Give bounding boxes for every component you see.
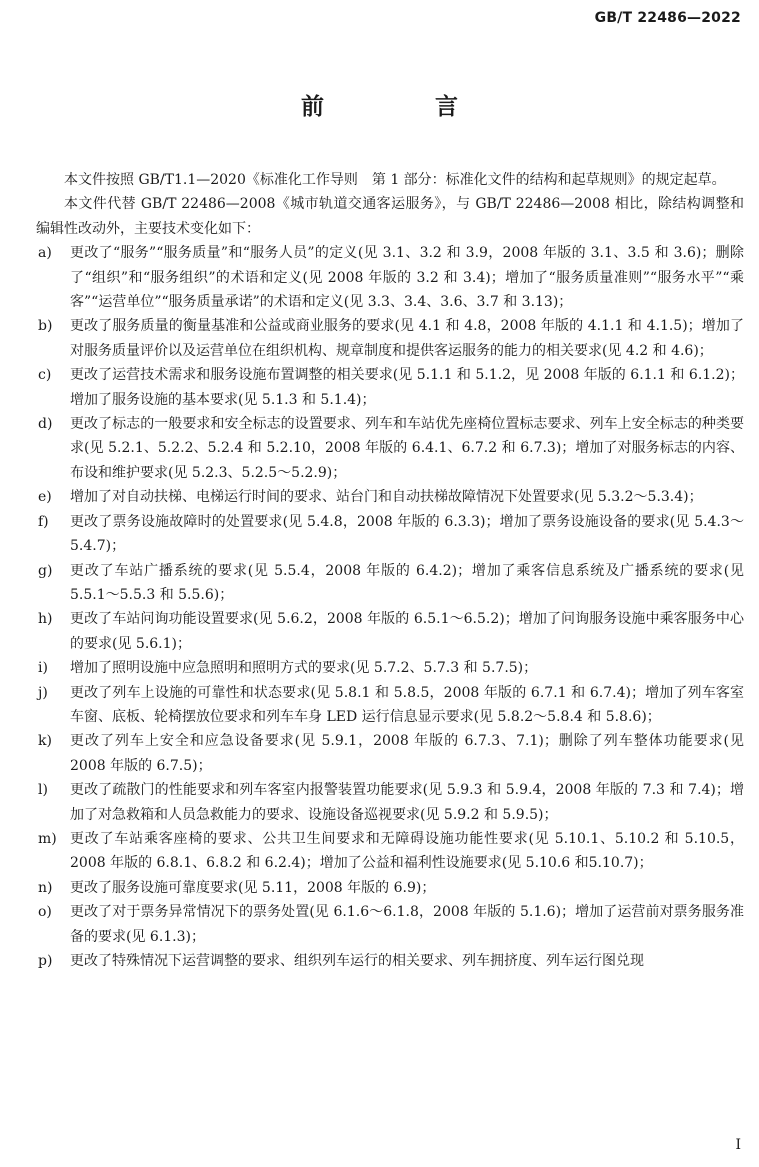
list-item-text: 更改了列车上设施的可靠性和状态要求(见 5.8.1 和 5.8.5，2008 年版的 6.7.1 和 6.7.4)；增加了列车客室车窗、底板、轮椅摆放位要求和列车车身 LED 运行信息显示要求(见 5.8.2～5.8.4 和 5.8.6)； bbox=[70, 684, 744, 725]
list-item-marker: f) bbox=[38, 513, 49, 530]
list-item-text: 增加了照明设施中应急照明和照明方式的要求(见 5.7.2、5.7.3 和 5.7.5)； bbox=[70, 660, 538, 677]
list-item-text: 更改了票务设施故障时的处置要求(见 5.4.8，2008 年版的 6.3.3)；增加了票务设施设备的要求(见 5.4.3～5.4.7)； bbox=[70, 513, 744, 555]
list-item-marker: i) bbox=[38, 660, 48, 677]
list-item bbox=[36, 656, 744, 680]
list-item bbox=[36, 729, 744, 778]
list-item-text: 更改了对于票务异常情况下的票务处置(见 6.1.6～6.1.8，2008 年版的 5.1.6)；增加了运营前对票务服务准备的要求(见 6.1.3)； bbox=[70, 904, 744, 945]
list-item-marker: n) bbox=[38, 879, 53, 896]
list-item bbox=[36, 681, 744, 730]
list-item-marker: g) bbox=[38, 562, 53, 579]
list-item-text: 更改了车站问询功能设置要求(见 5.6.2，2008 年版的 6.5.1～6.5.2)；增加了问询服务设施中乘客服务中心的要求(见 5.6.1)； bbox=[70, 611, 744, 652]
standard-number: GB/T 22486—2022 bbox=[594, 10, 741, 26]
list-item bbox=[36, 900, 744, 949]
list-item-marker: p) bbox=[38, 953, 53, 969]
change-list bbox=[36, 241, 744, 973]
list-item bbox=[36, 876, 744, 900]
list-item bbox=[36, 241, 744, 314]
list-item bbox=[36, 363, 744, 412]
list-item-marker: e) bbox=[38, 489, 52, 506]
paragraph-drafting-rule: 本文件按照 GB/T1.1—2020《标准化工作导则 第 1 部分：标准化文件的结构和起草规则》的规定起草。 bbox=[64, 172, 726, 188]
list-item bbox=[36, 559, 744, 608]
list-item-marker: b) bbox=[38, 318, 53, 335]
list-item-text: 更改了车站乘客座椅的要求、公共卫生间要求和无障碍设施功能性要求(见 5.10.1、5.10.2 和 5.10.5，2008 年版的 6.8.1、6.8.2 和 6.2.4)；增加了公益和福利性设施要求(见 5.10.6 和5.10.7)； bbox=[70, 830, 744, 872]
list-item-marker: c) bbox=[38, 367, 52, 384]
list-item-text: 增加了对自动扶梯、电梯运行时间的要求、站台门和自动扶梯故障情况下处置要求(见 5.3.2～5.3.4)； bbox=[70, 489, 703, 506]
list-item-text: 更改了“服务”“服务质量”和“服务人员”的定义(见 3.1、3.2 和 3.9，2008 年版的 3.1、3.5 和 3.6)；删除了“组织”和“服务组织”的术语和定义(见 2008 年版的 3.2 和 3.4)；增加了“服务质量准则”“服务水平”“乘客”“运营单位”“服务质量承诺”的术语和定义(见 3.3、3.4、3.6、3.7 和 3.13)； bbox=[70, 245, 744, 311]
list-item-text: 更改了服务设施可靠度要求(见 5.11，2008 年版的 6.9)； bbox=[70, 879, 436, 896]
list-item-marker: d) bbox=[38, 416, 53, 433]
list-item bbox=[36, 827, 744, 876]
page-number: I bbox=[735, 1137, 741, 1153]
list-item-marker: k) bbox=[38, 733, 52, 750]
list-item bbox=[36, 778, 744, 827]
list-item bbox=[36, 510, 744, 559]
list-item-text: 更改了运营技术需求和服务设施布置调整的相关要求(见 5.1.1 和 5.1.2，见 2008 年版的 6.1.1 和 6.1.2)；增加了服务设施的基本要求(见 5.1.3 和 5.1.4)； bbox=[70, 367, 744, 408]
document-body bbox=[36, 168, 744, 973]
list-item-text: 更改了列车上安全和应急设备要求(见 5.9.1，2008 年版的 6.7.3、7.1)；删除了列车整体功能要求(见 2008 年版的 6.7.5)； bbox=[70, 733, 744, 774]
list-item bbox=[36, 412, 744, 485]
list-item bbox=[36, 949, 744, 973]
paragraph-replacement-note: 本文件代替 GB/T 22486—2008《城市轨道交通客运服务》，与 GB/T 22486—2008 相比，除结构调整和编辑性改动外，主要技术变化如下： bbox=[36, 196, 744, 237]
list-item-marker: o) bbox=[38, 904, 52, 921]
list-item-text: 更改了疏散门的性能要求和列车客室内报警装置功能要求(见 5.9.3 和 5.9.4，2008 年版的 7.3 和 7.4)；增加了对急救箱和人员急救能力的要求、设施设备巡视要求(见 5.9.2 和 5.9.5)； bbox=[70, 782, 744, 823]
list-item-marker: m) bbox=[38, 830, 57, 847]
list-item-marker: a) bbox=[38, 245, 52, 262]
list-item-text: 更改了服务质量的衡量基准和公益或商业服务的要求(见 4.1 和 4.8，2008 年版的 4.1.1 和 4.1.5)；增加了对服务质量评价以及运营单位在组织机构、规章制度和提供客运服务的能力的相关要求(见 4.2 和 4.6)； bbox=[70, 318, 744, 359]
list-item-marker: j) bbox=[38, 684, 48, 701]
page-title: 前 言 bbox=[301, 94, 502, 120]
list-item-text: 更改了标志的一般要求和安全标志的设置要求、列车和车站优先座椅位置标志要求、列车上安全标志的种类要求(见 5.2.1、5.2.2、5.2.4 和 5.2.10，2008 年版的 6.4.1、6.7.2 和 6.7.3)；增加了对服务标志的内容、布设和维护要求(见 5.2.3、5.2.5～5.2.9)； bbox=[70, 416, 744, 481]
list-item-text: 更改了车站广播系统的要求(见 5.5.4，2008 年版的 6.4.2)；增加了乘客信息系统及广播系统的要求(见 5.5.1～5.5.3 和 5.5.6)； bbox=[70, 562, 744, 603]
list-item-marker: l) bbox=[38, 782, 48, 799]
list-item bbox=[36, 314, 744, 363]
list-item bbox=[36, 485, 744, 509]
list-item-text: 更改了特殊情况下运营调整的要求、组织列车运行的相关要求、列车拥挤度、列车运行图兑现 bbox=[70, 953, 644, 969]
list-item-marker: h) bbox=[38, 611, 53, 628]
list-item bbox=[36, 607, 744, 656]
